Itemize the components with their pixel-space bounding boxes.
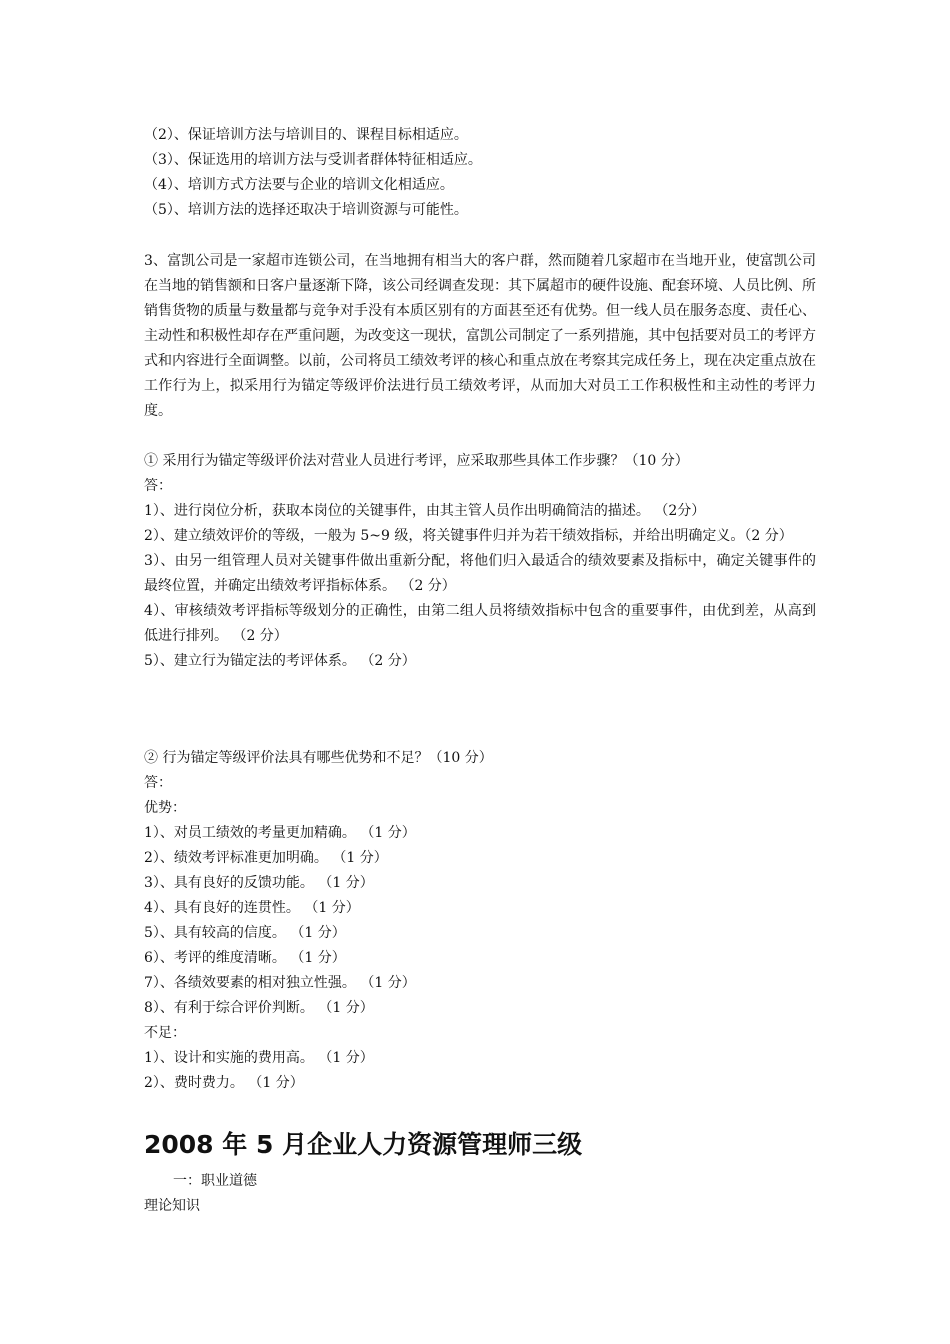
list-item: （3）、保证选用的培训方法与受训者群体特征相适应。 [144,152,482,168]
advantage-item: 8）、有利于综合评价判断。 （1 分） [144,1000,374,1016]
section-title: 2008 年 5 月企业人力资源管理师三级 [144,1130,583,1159]
question-1-section [144,449,816,674]
answer-label: 答： [144,478,172,494]
disadvantages-label: 不足： [144,1025,186,1041]
advantage-item: 7）、各绩效要素的相对独立性强。 （1 分） [144,975,416,991]
advantages-label: 优势： [144,800,186,816]
case-paragraph: 3、富凯公司是一家超市连锁公司，在当地拥有相当大的客户群，然而随着几家超市在当地开业，使富凯公司在当地的销售额和日客户量逐渐下降，该公司经调查发现：其下属超市的硬件设施、配套环境、人员比例、所销售货物的质量与数量都与竞争对手没有本质区别有的方面甚至还有优势。但一线人员在服务态度、责任心、主动性和积极性却存在严重问题，为改变这一现状，富凯公司制定了一系列措施，其中包括要对员工的考评方式和内容进行全面调整。以前，公司将员工绩效考评的核心和重点放在考察其完成任务上，现在决定重点放在工作行为上，拟采用行为锚定等级评价法进行员工绩效考评，从而加大对员工工作积极性和主动性的考评力度。 [144,253,816,419]
step-item: 4）、审核绩效考评指标等级划分的正确性，由第二组人员将绩效指标中包含的重要事件，由优到差，从高到低进行排列。 （2 分） [144,603,816,644]
list-item: （5）、培训方法的选择还取决于培训资源与可能性。 [144,202,468,218]
step-item: 3）、由另一组管理人员对关键事件做出重新分配，将他们归入最适合的绩效要素及指标中，确定关键事件的最终位置，并确定出绩效考评指标体系。 （2 分） [144,553,816,594]
question-1-text: ① 采用行为锚定等级评价法对营业人员进行考评，应采取那些具体工作步骤？（10 分） [144,453,689,469]
question-2-section [144,746,816,1096]
advantage-item: 4）、具有良好的连贯性。 （1 分） [144,900,360,916]
section-body [144,1169,816,1219]
disadvantage-item: 2）、费时费力。 （1 分） [144,1075,304,1091]
section-subtitle: 一：职业道德 [173,1173,257,1189]
advantage-item: 6）、考评的维度清晰。 （1 分） [144,950,346,966]
list-item: （2）、保证培训方法与培训目的、课程目标相适应。 [144,127,468,143]
step-item: 5）、建立行为锚定法的考评体系。 （2 分） [144,653,416,669]
advantage-item: 1）、对员工绩效的考量更加精确。 （1 分） [144,825,416,841]
step-item: 2）、建立绩效评价的等级，一般为 5~9 级，将关键事件归并为若干绩效指标，并给出明确定义。（2 分） [144,528,793,544]
step-item: 1）、进行岗位分析，获取本岗位的关键事件，由其主管人员作出明确简洁的描述。 （2分） [144,503,706,519]
question-2-text: ② 行为锚定等级评价法具有哪些优势和不足？（10 分） [144,750,493,766]
advantage-item: 2）、绩效考评标准更加明确。 （1 分） [144,850,388,866]
answer-label: 答： [144,775,172,791]
list-item: （4）、培训方式方法要与企业的培训文化相适应。 [144,177,454,193]
training-method-list [144,123,816,223]
section-heading: 理论知识 [144,1198,200,1214]
advantage-item: 5）、具有较高的信度。 （1 分） [144,925,346,941]
disadvantage-item: 1）、设计和实施的费用高。 （1 分） [144,1050,374,1066]
advantage-item: 3）、具有良好的反馈功能。 （1 分） [144,875,374,891]
